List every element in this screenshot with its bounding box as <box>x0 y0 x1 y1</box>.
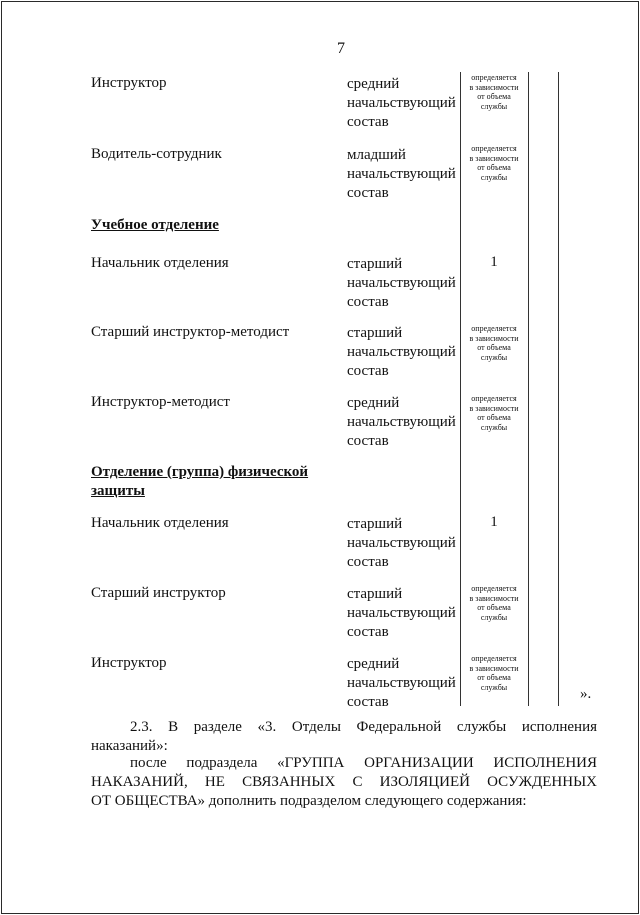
quantity-note <box>461 324 527 362</box>
staff-category-line: начальствующий <box>347 675 456 691</box>
quantity-value: 1 <box>490 514 498 530</box>
section-heading <box>91 463 308 501</box>
section-heading: Учебное отделение <box>91 217 219 233</box>
staff-category-line: начальствующий <box>347 275 456 291</box>
paragraph-line: 2.3. В разделе «3. Отделы Федеральной службы исполнения <box>130 719 597 735</box>
quantity-note-line: определяется <box>471 654 517 663</box>
staff-category <box>347 324 459 381</box>
quantity-note-line: определяется <box>471 584 517 593</box>
staff-category-line: состав <box>347 554 389 570</box>
quantity-note-line: в зависимости <box>469 403 519 413</box>
staff-category-line: начальствующий <box>347 605 456 621</box>
position-name: Старший инструктор <box>91 585 226 601</box>
quantity-note-line: службы <box>480 422 508 432</box>
staff-category-line: средний <box>347 76 400 92</box>
table-column-divider <box>558 72 559 706</box>
staff-category-line: начальствующий <box>347 535 456 551</box>
staff-category-line: старший <box>347 516 403 532</box>
position-name: Инструктор <box>91 75 167 91</box>
quantity-note-line: в зависимости <box>469 663 519 673</box>
quantity-note-line: службы <box>480 612 508 622</box>
staff-category <box>347 394 459 451</box>
page-number: 7 <box>337 40 345 57</box>
quantity-note-line: в зависимости <box>469 153 519 163</box>
quantity-note-line: в зависимости <box>469 333 519 343</box>
staff-category <box>347 255 459 312</box>
quantity-note-line: от объема <box>477 603 511 612</box>
quantity-note <box>461 73 527 111</box>
closing-quote-mark: ». <box>580 686 592 702</box>
staff-category-line: состав <box>347 363 389 379</box>
section-heading-line: Отделение (группа) физической <box>91 464 309 480</box>
quantity-note-line: определяется <box>471 144 517 153</box>
position-name: Начальник отделения <box>91 515 229 531</box>
quantity-note <box>461 144 527 182</box>
quantity-note-line: службы <box>480 682 508 692</box>
quantity-note-line: определяется <box>471 324 517 333</box>
position-name: Инструктор-методист <box>91 394 230 410</box>
staff-category-line: состав <box>347 185 389 201</box>
staff-category-line: старший <box>347 325 403 341</box>
quantity-note-line: от объема <box>477 673 511 682</box>
staff-category <box>347 75 459 132</box>
quantity-note-line: службы <box>480 101 508 111</box>
paragraph-line: ОТ ОБЩЕСТВА» дополнить подразделом следующего содержания: <box>91 793 527 809</box>
staff-category-line: состав <box>347 624 389 640</box>
quantity-note-line: определяется <box>471 73 517 82</box>
quantity-note <box>461 654 527 692</box>
quantity-note <box>461 394 527 432</box>
position-name: Начальник отделения <box>91 255 229 271</box>
quantity-note-line: определяется <box>471 394 517 403</box>
staff-category-line: начальствующий <box>347 166 456 182</box>
quantity-value: 1 <box>490 254 498 270</box>
staff-category-line: начальствующий <box>347 344 456 360</box>
staff-category-line: средний <box>347 656 400 672</box>
staff-category-line: состав <box>347 114 389 130</box>
staff-category-line: начальствующий <box>347 95 456 111</box>
staff-category <box>347 585 459 642</box>
quantity-note-line: службы <box>480 172 508 182</box>
quantity-note-line: от объема <box>477 413 511 422</box>
quantity-note-line: от объема <box>477 343 511 352</box>
staff-category-line: старший <box>347 256 403 272</box>
staff-category <box>347 515 459 572</box>
quantity-note-line: в зависимости <box>469 593 519 603</box>
staff-category <box>347 655 459 712</box>
position-name: Инструктор <box>91 655 167 671</box>
staff-category-line: старший <box>347 586 403 602</box>
paragraph-line: наказаний»: <box>91 738 168 754</box>
quantity-note-line: от объема <box>477 92 511 101</box>
staff-category-line: средний <box>347 395 400 411</box>
table-column-divider <box>528 72 529 706</box>
quantity-note-line: в зависимости <box>469 82 519 92</box>
position-name: Старший инструктор-методист <box>91 324 290 340</box>
quantity-note-line: службы <box>480 352 508 362</box>
staff-category <box>347 146 459 203</box>
staff-category-line: состав <box>347 294 389 310</box>
section-heading-line: защиты <box>91 483 145 499</box>
quantity-note-line: от объема <box>477 163 511 172</box>
staff-category-line: начальствующий <box>347 414 456 430</box>
paragraph-line: после подраздела «ГРУППА ОРГАНИЗАЦИИ ИСПОЛНЕНИЯ <box>130 755 597 771</box>
position-name: Водитель-сотрудник <box>91 146 222 162</box>
staff-category-line: состав <box>347 694 389 710</box>
quantity-note <box>461 584 527 622</box>
paragraph-line: НАКАЗАНИЙ, НЕ СВЯЗАННЫХ С ИЗОЛЯЦИЕЙ ОСУЖДЕННЫХ <box>91 774 597 790</box>
staff-category-line: младший <box>347 147 406 163</box>
staff-category-line: состав <box>347 433 389 449</box>
